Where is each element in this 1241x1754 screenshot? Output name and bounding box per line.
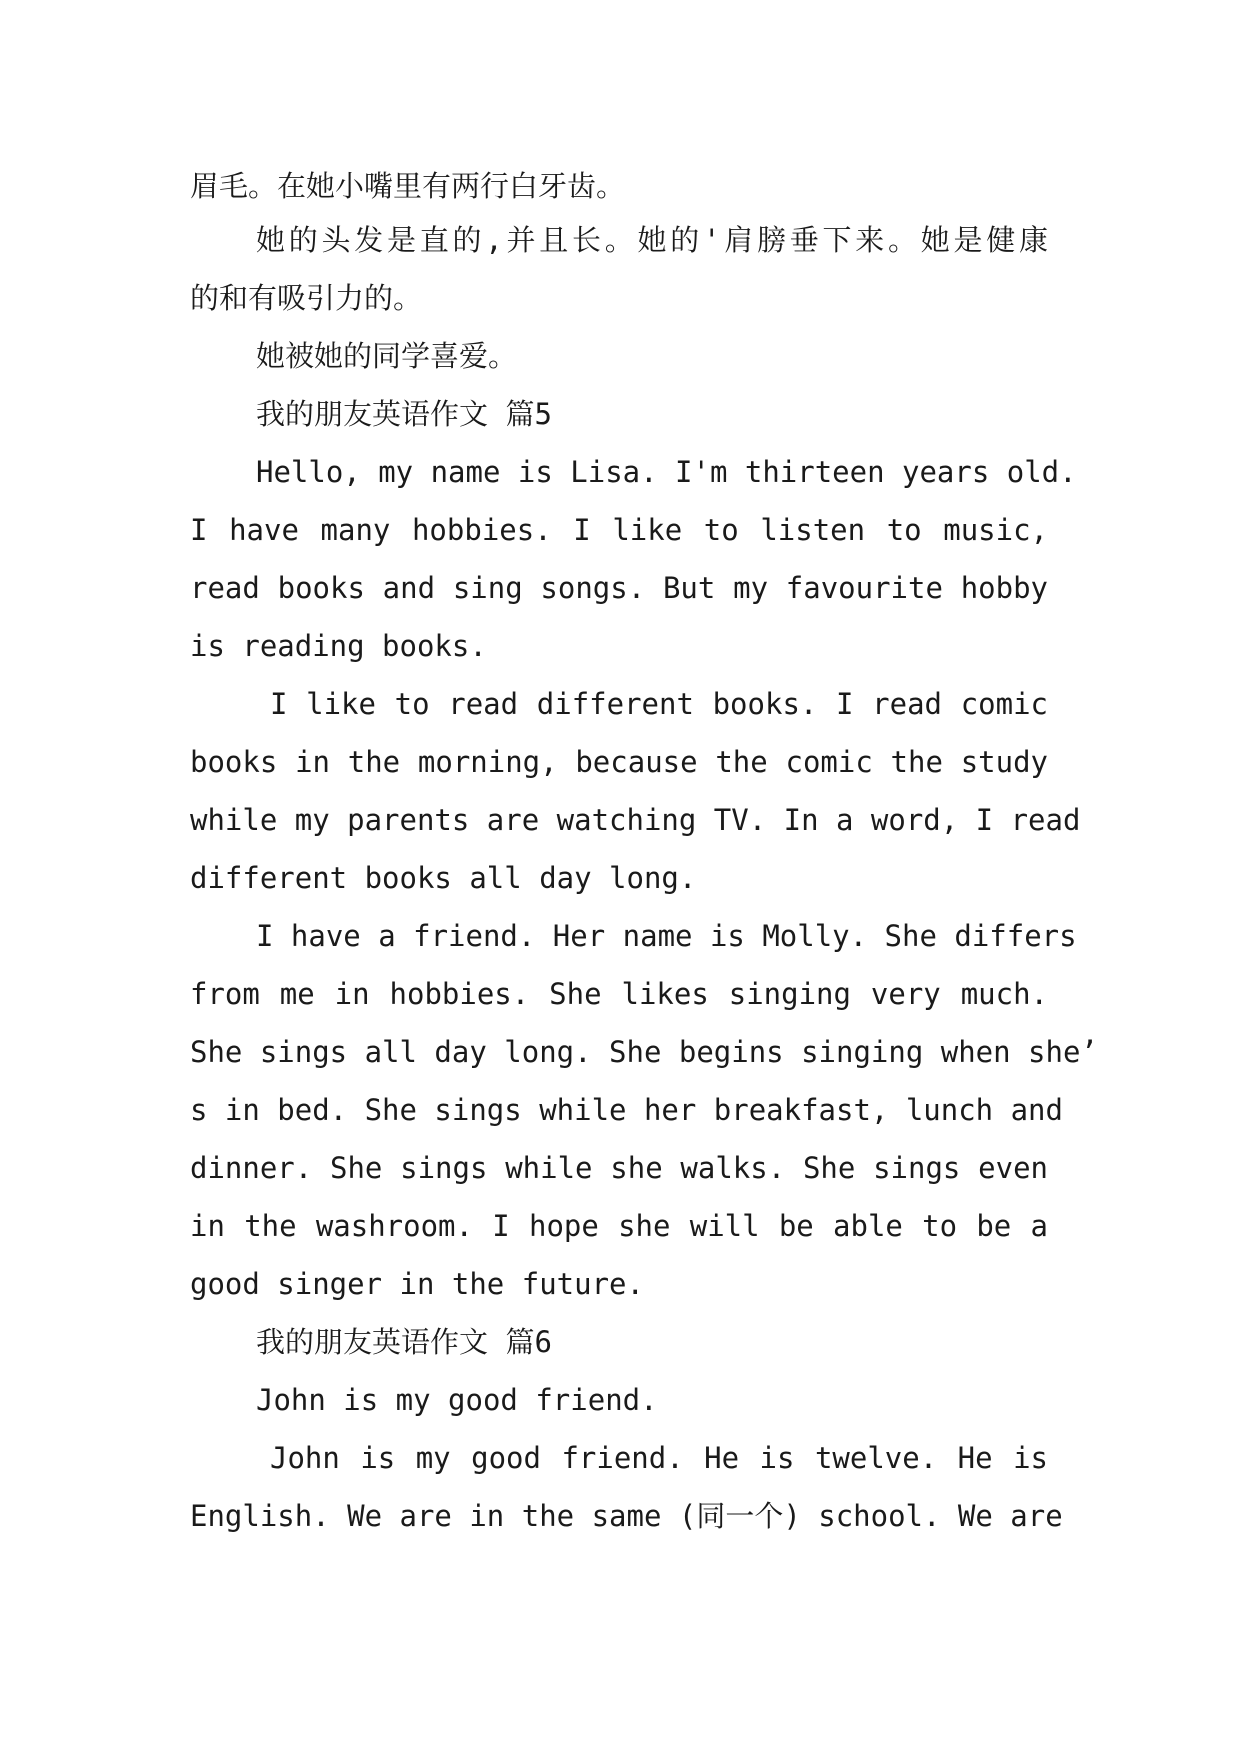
- text-line: She sings all day long. She begins singing when she’: [190, 1035, 1098, 1069]
- text-line: in the washroom. I hope she will be able to be a: [190, 1209, 1048, 1243]
- text-line: while my parents are watching TV. In a word, I read: [190, 803, 1081, 837]
- text-line: 她被她的同学喜爱。: [256, 339, 518, 373]
- text-line: John is my good friend.: [256, 1383, 658, 1417]
- text-line: is reading books.: [190, 629, 487, 663]
- text-line: 眉毛。在她小嘴里有两行白牙齿。: [190, 169, 626, 203]
- text-line: I have many hobbies. I like to listen to music,: [190, 513, 1048, 547]
- text-line: Hello, my name is Lisa. I'm thirteen years old.: [256, 455, 1077, 489]
- section-heading: 我的朋友英语作文 篇6: [256, 1325, 552, 1359]
- text-line: books in the morning, because the comic the study: [190, 745, 1048, 779]
- section-heading: 我的朋友英语作文 篇5: [256, 397, 552, 431]
- text-line: I have a friend. Her name is Molly. She differs: [256, 919, 1077, 953]
- text-line: from me in hobbies. She likes singing very much.: [190, 977, 1048, 1011]
- text-line: good singer in the future.: [190, 1267, 644, 1301]
- text-line: I like to read different books. I read comic: [270, 687, 1048, 721]
- text-line: read books and sing songs. But my favourite hobby: [190, 571, 1048, 605]
- text-line: s in bed. She sings while her breakfast, lunch and: [190, 1093, 1063, 1127]
- text-line: dinner. She sings while she walks. She sings even: [190, 1151, 1048, 1185]
- text-line: different books all day long.: [190, 861, 697, 895]
- text-line: 她的头发是直的,并且长。她的'肩膀垂下来。她是健康: [256, 223, 1048, 257]
- text-line: 的和有吸引力的。: [190, 281, 423, 315]
- text-line: English. We are in the same (同一个) school. We are: [190, 1499, 1063, 1533]
- text-line: John is my good friend. He is twelve. He is: [270, 1441, 1048, 1475]
